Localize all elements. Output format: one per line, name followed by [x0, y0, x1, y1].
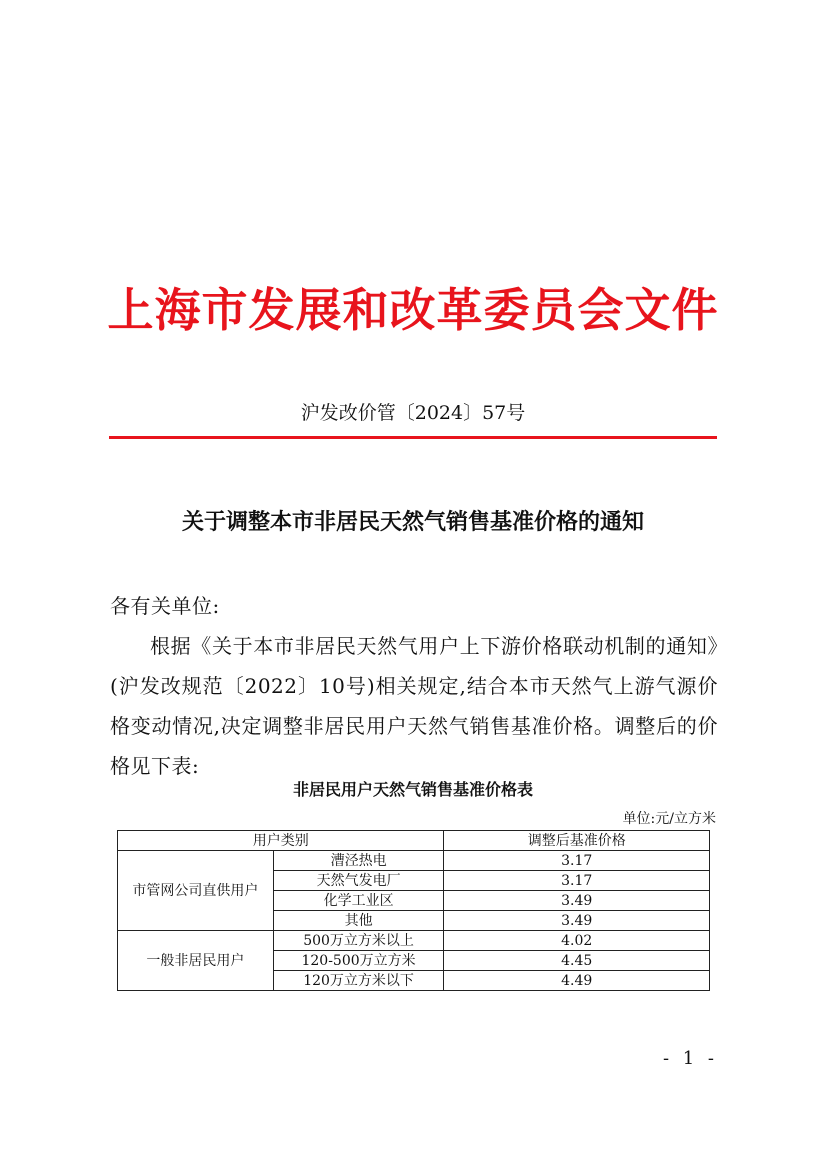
row-item: 漕泾热电 [273, 851, 444, 871]
row-item: 120-500万立方米 [273, 951, 444, 971]
table-header-row [118, 831, 710, 851]
red-divider-line [109, 436, 717, 439]
row-item: 500万立方米以上 [273, 931, 444, 951]
table-row [118, 931, 710, 951]
unit-note: 单位:元/立方米 [622, 811, 716, 827]
group-label: 市管网公司直供用户 [118, 851, 274, 931]
document-number: 沪发改价管〔2024〕57号 [300, 402, 526, 424]
row-price: 3.49 [444, 891, 710, 911]
body-paragraph: 根据《关于本市非居民天然气用户上下游价格联动机制的通知》(沪发改规范〔2022〕10号)相关规定,结合本市天然气上游气源价格变动情况,决定调整非居民用户天然气销售基准价格。调整后的价格见下表: [110, 634, 718, 778]
issuing-authority-title: 上海市发展和改革委员会文件 [107, 283, 719, 337]
page-number: - 1 - [662, 1048, 718, 1069]
price-table [117, 830, 710, 991]
row-price: 3.17 [444, 851, 710, 871]
row-price: 3.49 [444, 911, 710, 931]
row-item: 120万立方米以下 [273, 971, 444, 991]
row-item: 化学工业区 [273, 891, 444, 911]
row-price: 4.02 [444, 931, 710, 951]
table-row [118, 851, 710, 871]
row-item: 其他 [273, 911, 444, 931]
group-label: 一般非居民用户 [118, 931, 274, 991]
table-caption: 非居民用户天然气销售基准价格表 [292, 780, 533, 799]
row-price: 4.49 [444, 971, 710, 991]
header-adjusted-price: 调整后基准价格 [444, 831, 710, 851]
notice-title: 关于调整本市非居民天然气销售基准价格的通知 [181, 509, 644, 535]
row-price: 4.45 [444, 951, 710, 971]
row-item: 天然气发电厂 [273, 871, 444, 891]
salutation: 各有关单位: [110, 594, 220, 618]
row-price: 3.17 [444, 871, 710, 891]
header-user-category: 用户类别 [118, 831, 444, 851]
